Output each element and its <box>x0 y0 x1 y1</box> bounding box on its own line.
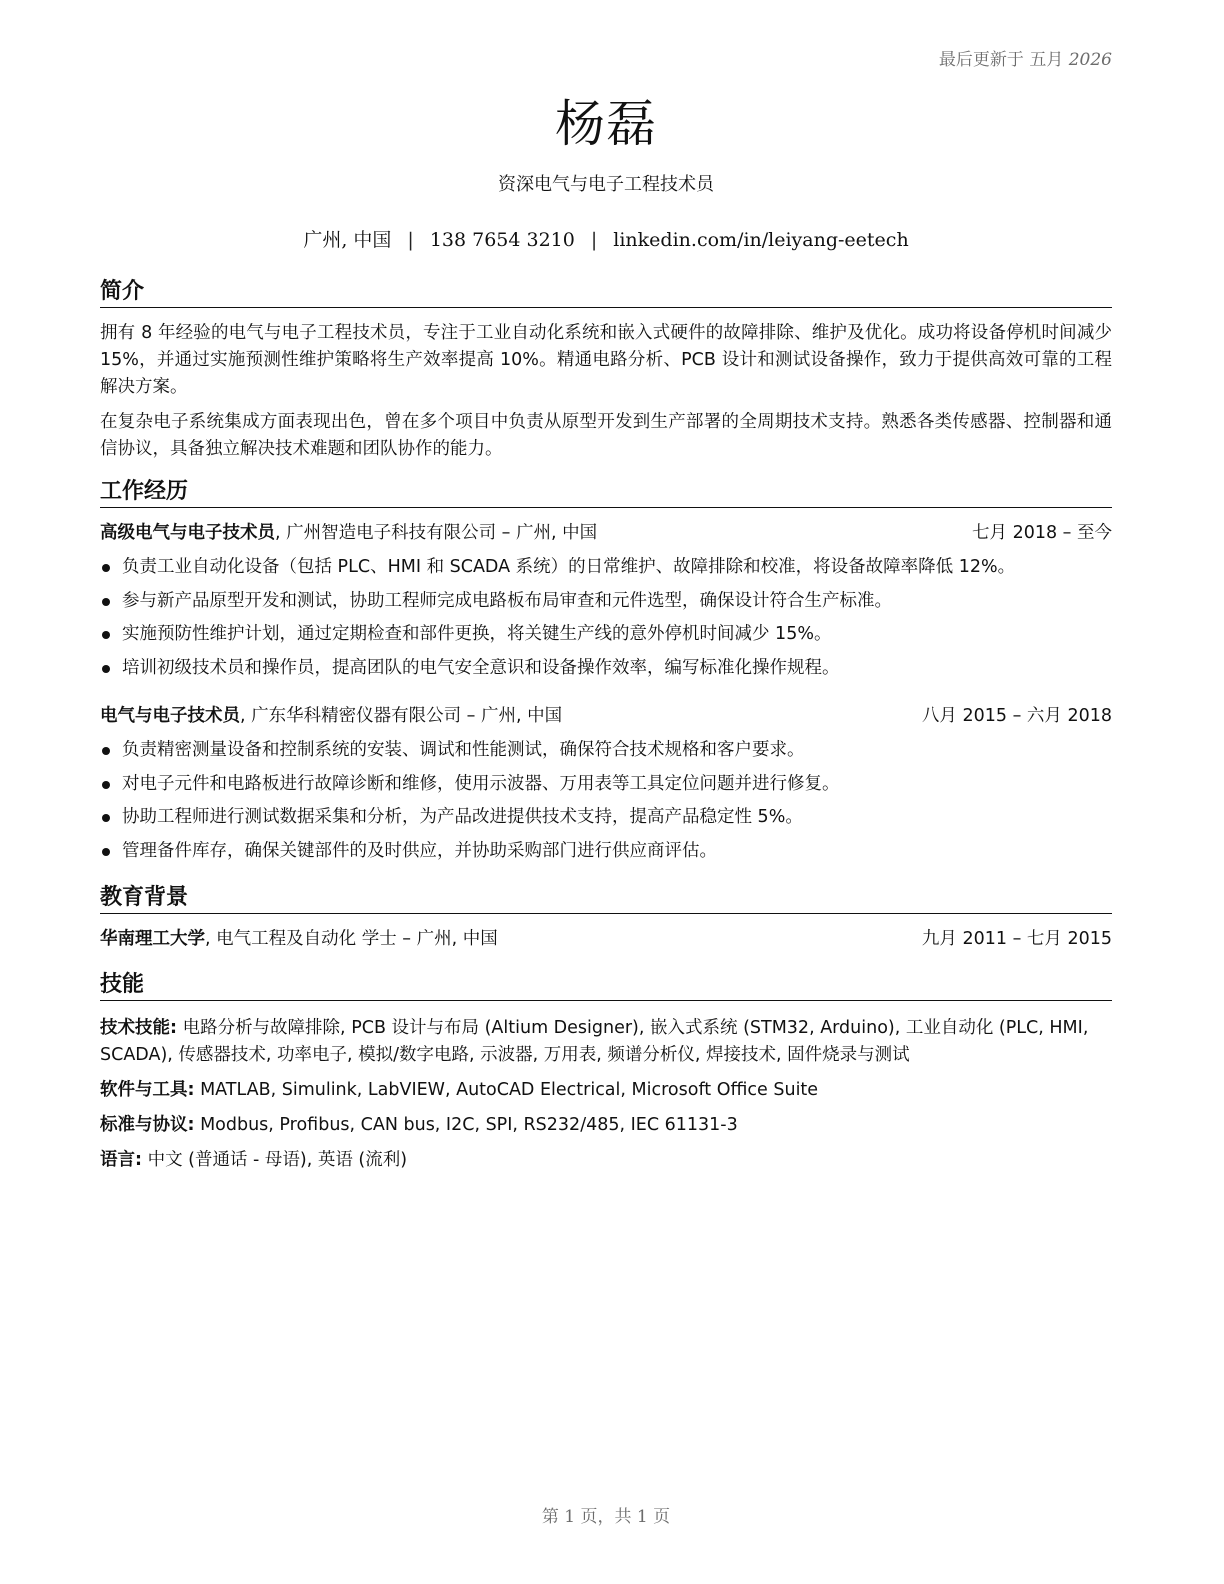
job-bullet-list <box>100 551 1112 685</box>
education-detail: , 电气工程及自动化 学士 – 广州, 中国 <box>205 929 498 949</box>
skill-label: 标准与协议: <box>100 1115 195 1135</box>
candidate-subtitle: 资深电气与电子工程技术员 <box>498 174 714 195</box>
summary-paragraph: 在复杂电子系统集成方面表现出色，曾在多个项目中负责从原型开发到生产部署的全周期技术支持。熟悉各类传感器、控制器和通信协议，具备独立解决技术难题和团队协作的能力。 <box>100 412 1112 459</box>
contact-location: 广州, 中国 <box>303 229 392 251</box>
job-title-line <box>100 520 597 547</box>
summary-paragraph: 拥有 8 年经验的电气与电子工程技术员，专注于工业自动化系统和嵌入式硬件的故障排除、维护及优化。成功将设备停机时间减少 15%，并通过实施预测性维护策略将生产效率提高 10%。精通电路分析、PCB 设计和测试设备操作，致力于提供高效可靠的工程解决方案。 <box>100 323 1112 397</box>
job-header <box>100 520 1112 547</box>
last-updated-year: 2026 <box>1068 50 1112 70</box>
job-bullet: 对电子元件和电路板进行故障诊断和维修，使用示波器、万用表等工具定位问题并进行修复。 <box>100 768 1112 802</box>
skills-section <box>100 971 1112 1174</box>
job-bullet: 管理备件库存，确保关键部件的及时供应，并协助采购部门进行供应商评估。 <box>100 835 1112 869</box>
job-bullet-list <box>100 734 1112 868</box>
job-title-line <box>100 703 562 730</box>
job-bullet: 培训初级技术员和操作员，提高团队的电气安全意识和设备操作效率，编写标准化操作规程。 <box>100 652 1112 686</box>
skill-value: 电路分析与故障排除, PCB 设计与布局 (Altium Designer), 嵌入式系统 (STM32, Arduino), 工业自动化 (PLC, HMI, SCADA), 传感器技术, 功率电子, 模拟/数字电路, 示波器, 万用表, 频谱分析仪, 焊接技术, 固件烧录与测试 <box>100 1018 1089 1065</box>
job-bullet: 负责工业自动化设备（包括 PLC、HMI 和 SCADA 系统）的日常维护、故障排除和校准，将设备故障率降低 12%。 <box>100 551 1112 585</box>
job-company: , 广东华科精密仪器有限公司 – 广州, 中国 <box>240 706 563 726</box>
resume-page <box>100 0 1112 1584</box>
education-school: 华南理工大学 <box>100 929 205 949</box>
job-bullet: 实施预防性维护计划，通过定期检查和部件更换，将关键生产线的意外停机时间减少 15%。 <box>100 618 1112 652</box>
contact-phone: 138 7654 3210 <box>429 229 575 251</box>
experience-heading: 工作经历 <box>100 478 1112 508</box>
summary-heading: 简介 <box>100 278 1112 308</box>
last-updated <box>939 45 1112 70</box>
experience-section <box>100 478 1112 868</box>
skill-value: 中文 (普通话 - 母语), 英语 (流利) <box>142 1150 408 1170</box>
contact-separator: | <box>407 229 414 251</box>
job-bullet: 负责精密测量设备和控制系统的安装、调试和性能测试，确保符合技术规格和客户要求。 <box>100 734 1112 768</box>
job-dates: 七月 2018 – 至今 <box>972 523 1112 543</box>
skill-row <box>100 1077 1112 1104</box>
skill-row <box>100 1015 1112 1069</box>
education-title-line <box>100 926 498 953</box>
candidate-name: 杨磊 <box>555 95 657 153</box>
skills-heading: 技能 <box>100 971 1112 1001</box>
education-section <box>100 884 1112 953</box>
job-header <box>100 703 1112 730</box>
summary-section <box>100 278 1112 463</box>
education-dates: 九月 2011 – 七月 2015 <box>921 929 1112 949</box>
job-role: 电气与电子技术员 <box>100 706 240 726</box>
skill-label: 软件与工具: <box>100 1080 195 1100</box>
skill-label: 技术技能: <box>100 1018 177 1038</box>
job-bullet: 协助工程师进行测试数据采集和分析，为产品改进提供技术支持，提高产品稳定性 5%。 <box>100 801 1112 835</box>
contact-separator: | <box>590 229 598 251</box>
education-entry <box>100 926 1112 953</box>
contact-linkedin-link[interactable]: linkedin.com/in/leiyang-eetech <box>613 229 909 251</box>
last-updated-prefix: 最后更新于 五月 <box>938 50 1064 70</box>
job-dates: 八月 2015 – 六月 2018 <box>921 706 1112 726</box>
job-company: , 广州智造电子科技有限公司 – 广州, 中国 <box>275 523 598 543</box>
contact-line <box>100 225 1112 252</box>
skill-value: Modbus, Profibus, CAN bus, I2C, SPI, RS232/485, IEC 61131-3 <box>194 1115 738 1135</box>
education-heading: 教育背景 <box>100 884 1112 914</box>
page-number-footer: 第 1 页，共 1 页 <box>541 1507 671 1527</box>
skill-row <box>100 1147 1112 1174</box>
skill-label: 语言: <box>100 1150 142 1170</box>
job-role: 高级电气与电子技术员 <box>100 523 275 543</box>
skill-row <box>100 1112 1112 1139</box>
skill-value: MATLAB, Simulink, LabVIEW, AutoCAD Electrical, Microsoft Office Suite <box>194 1080 819 1100</box>
job-bullet: 参与新产品原型开发和测试，协助工程师完成电路板布局审查和元件选型，确保设计符合生产标准。 <box>100 585 1112 619</box>
